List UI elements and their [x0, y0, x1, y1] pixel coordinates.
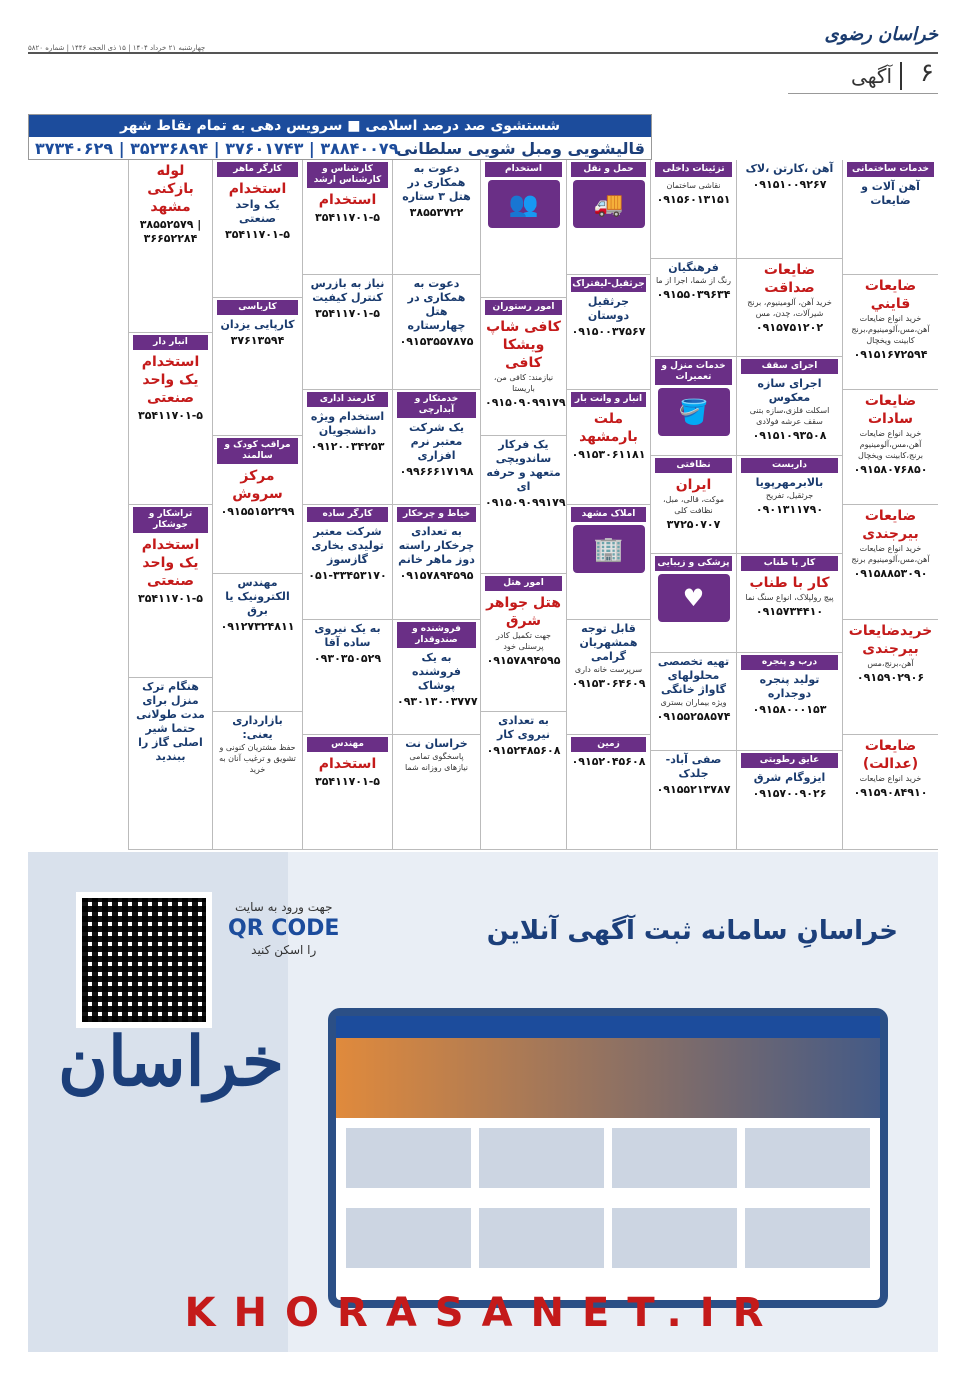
ad-text: آهن،برنج،مس [867, 659, 914, 668]
ad-title: استخدام [318, 192, 377, 208]
classified-ad[interactable] [567, 275, 650, 390]
ad-phone[interactable]: ۰۹۹۶۶۶۱۷۱۹۸ [399, 465, 474, 478]
ad-text: خرید انواع ضایعات آهن،مس،آلومینیوم برنج،کابینت ویخچال [858, 429, 923, 460]
category-tag: کارمند اداری [307, 392, 388, 407]
ad-text: سرپرست خانه داری [574, 665, 643, 674]
ad-subtitle: به یک نیروی ساده آقا [314, 622, 381, 649]
classified-ad[interactable] [213, 574, 302, 712]
ad-phone[interactable]: ۳۵۴۱۱۷۰۱-۵ [315, 775, 380, 788]
ad-text: نیازمند: کافی من، باریستا [493, 373, 554, 393]
classified-ad[interactable] [651, 456, 736, 555]
ad-subtitle: آهن ،کارتن ،لاک [745, 162, 834, 175]
classified-ad[interactable] [737, 751, 842, 850]
classified-ad[interactable] [393, 390, 480, 505]
category-tag: درب و پنجره [741, 655, 838, 670]
category-tag: جرثقیل-لیفتراک [571, 277, 646, 292]
classified-ad[interactable] [303, 620, 392, 735]
ad-text: حفظ مشتریان کنونی و تشویق و ترغیب آنان به خرید [219, 743, 296, 774]
classified-ad[interactable] [393, 275, 480, 390]
section-label: آگهی [851, 64, 892, 88]
classified-ad[interactable] [213, 712, 302, 850]
column-8 [128, 160, 212, 850]
category-tag: فروشنده و صندوقدار [397, 622, 476, 648]
ad-subtitle: به تعدادی نیروی کار [496, 714, 551, 741]
section-heading [788, 58, 938, 94]
category-tag: مراقب کودک و سالمند [217, 438, 298, 464]
ad-phone[interactable]: ۰۹۱۲۷۳۲۴۸۱۱ [220, 620, 295, 633]
ad-phone[interactable]: ۰۹۱۲۰۰۳۴۲۵۳ [310, 440, 385, 453]
page-header [28, 20, 938, 54]
qr-line1: جهت ورود به سایت [234, 900, 333, 914]
classified-ad[interactable] [303, 390, 392, 505]
ad-phone[interactable]: ۰۹۱۵۱۰۹۳۵۰۸ [752, 429, 827, 443]
ad-title: ضایعات سادات [864, 393, 917, 427]
column-2 [650, 160, 736, 850]
classified-ad[interactable] [843, 275, 938, 390]
category-tag: مهندس [307, 737, 388, 752]
ad-text: ویژه بیماران بستری [660, 697, 727, 707]
people-icon: 👥 [488, 180, 560, 228]
ad-subtitle: صفی آباد- جلدک [665, 753, 722, 781]
ad-text: جهت تکمیل کادر پرسنلی خود [496, 631, 551, 651]
classified-ad[interactable] [843, 620, 938, 735]
classified-ad[interactable] [567, 505, 650, 620]
qr-code-icon[interactable] [76, 892, 212, 1028]
category-tag: انبار و وانت بار [571, 392, 646, 407]
ad-phone[interactable]: ۰۹۱۵۵۱۵۲۲۹۹ [220, 505, 295, 518]
classified-ad[interactable] [737, 259, 842, 358]
dateline: چهارشنبه ۲۱ خرداد ۱۴۰۴ | ۱۵ ذی الحجه ۱۴۴۶ | شماره ۵۸۲۰ [28, 44, 206, 52]
ad-phone[interactable]: ۰۹۱۵۶۰۱۳۱۵۱ [656, 193, 731, 206]
classified-ad[interactable] [303, 505, 392, 620]
ad-text: رنگ از شما، اجرا از ما [655, 275, 731, 285]
classified-ad[interactable] [481, 574, 566, 712]
ad-subtitle: فرهنگیان [668, 260, 719, 274]
ad-text: خرید انواع ضایعات آهن،مس،آلومینیوم برنج [851, 544, 930, 564]
ad-title: استخدام یک واحد صنعتی [141, 353, 200, 406]
ad-subtitle: تهیه تخصصی محلولهای گاواژ خانگی [657, 654, 730, 696]
ad-phone[interactable]: ۳۸۵۵۳۷۲۲ [409, 206, 464, 219]
classified-ad[interactable] [481, 436, 566, 574]
category-tag: کارشناس و کارشناس ارشد [307, 162, 388, 188]
category-tag: نظافتی [655, 458, 732, 473]
ad-phone[interactable]: ۰۹۱۵۱۰۰۹۲۶۷ [752, 178, 827, 191]
classified-ad[interactable] [737, 653, 842, 752]
ad-phone[interactable]: ۰۹۱۵۷۰۰۹۰۲۶ [752, 787, 827, 801]
classified-ad[interactable] [393, 505, 480, 620]
ad-phone[interactable]: ۰۹۱۵۰۰۳۷۵۶۷ [571, 325, 646, 338]
ad-title: کافی شاپ ویشکا کافی [486, 319, 561, 371]
classified-ad[interactable] [393, 735, 480, 850]
ad-title: ایران [675, 476, 712, 493]
ad-subtitle: بالابرمهرپویا [755, 475, 824, 489]
category-tag: اجرای سقف [741, 359, 838, 374]
ad-brand: خراسان [58, 1022, 285, 1102]
category-tag: کار با طناب [741, 556, 838, 571]
ad-subtitle: دعوت به همکاری در هتل چهارستاره [407, 277, 466, 332]
ad-subtitle: قابل توجه همشهریان گرامی [579, 622, 638, 663]
ad-text: نقاشی ساختمان [666, 181, 721, 190]
classified-ad[interactable] [303, 735, 392, 850]
ad-phone[interactable]: ۳۷۶۱۳۵۹۴ [230, 334, 285, 347]
ad-text: خرید انواع ضایعات [859, 774, 922, 783]
ad-text: پیچ رولپلاک، انواع سنگ نما [745, 593, 834, 603]
ad-title: خریدضایعات بیرجندی [848, 623, 933, 657]
classified-ad[interactable] [567, 735, 650, 850]
classified-ad[interactable] [567, 390, 650, 505]
ad-subtitle: هنگام ترک منزل برای مدت طولانی حتما شیر اصلی گاز را ببندید [136, 679, 205, 763]
ad-phone[interactable]: ۳۵۴۱۱۷۰۱-۵ [138, 408, 203, 422]
ad-phone[interactable]: ۳۵۴۱۱۷۰۱-۵ [138, 592, 203, 605]
ad-subtitle: تولید پنجره دوجداره [759, 672, 820, 700]
ad-title: لوله بازکنی مشهد [147, 163, 194, 215]
ad-text: جرثقیل، تفریح [765, 490, 814, 500]
ad-subtitle: اجرای سازه معکوس [757, 377, 822, 405]
classified-ad[interactable] [213, 436, 302, 574]
classified-ad[interactable] [843, 390, 938, 505]
ad-title: ملت بارمشهد [579, 411, 638, 445]
ad-text: خرید آهن، آلومینیوم، برنج شیرآلات، چدن، مس [747, 297, 832, 318]
ad-subtitle: بازارداری یعنی: [232, 714, 283, 741]
classified-ad[interactable] [737, 160, 842, 259]
classified-ad[interactable] [303, 160, 392, 275]
ad-title: استخدام یک واحد صنعتی [141, 537, 200, 589]
column-1 [736, 160, 842, 850]
ad-phone[interactable]: ۰۹۱۵۷۳۴۴۱۰ [755, 605, 824, 619]
classified-ad[interactable] [481, 160, 566, 298]
ad-phone[interactable]: ۰۹۱۵۸۰۷۶۸۵۰ [853, 463, 928, 476]
banner-phones: ۳۷۳۴۰۶۲۹ | ۳۵۲۳۶۸۹۴ | ۳۷۶۰۱۷۴۳ | ۳۸۸۴۰۰۷۹ [35, 139, 399, 158]
ad-phone[interactable]: ۰۹۱۵۸۰۰۰۱۵۳ [752, 702, 827, 716]
ad-phone[interactable]: ۰۹۱۵۰۹۰۹۹۱۷۹ [485, 496, 566, 509]
ad-title: کار با طناب [749, 575, 830, 592]
truck-icon: 🚚 [573, 180, 645, 228]
classified-ad[interactable] [843, 735, 938, 850]
ad-title: هتل جواهر شرق [486, 595, 561, 629]
ad-subtitle: دعوت به همکاری در هتل ۳ ستاره [402, 162, 471, 203]
category-tag: کارباسی [217, 300, 298, 315]
classified-ad[interactable] [737, 554, 842, 653]
ad-phone[interactable]: ۳۵۴۱۱۷۰۱-۵ [315, 307, 380, 320]
category-tag: خدمات منزل و تعمیرات [655, 359, 732, 385]
classified-ad[interactable] [303, 275, 392, 390]
classified-ad[interactable] [651, 554, 736, 653]
ad-phone[interactable]: ۰۹۱۵۵۰۳۹۶۳۴ [656, 287, 731, 301]
category-tag: حمل و نقل [571, 162, 646, 177]
ad-subtitle: یک فرکار ساندویچی متعهد و حرفه ای [486, 438, 561, 493]
column-7 [212, 160, 302, 850]
ad-phone[interactable]: ۰۹۳۰۱۳۰۰۳۷۷۷ [397, 695, 478, 708]
classified-ad[interactable] [651, 357, 736, 456]
ad-phone[interactable]: ۰۹۱۵۷۸۹۴۵۹۵ [399, 569, 474, 582]
ad-phone[interactable]: ۰۵۱-۳۳۴۵۳۱۷۰ [308, 569, 387, 582]
category-tag: کارگر ماهر [217, 162, 298, 177]
newspaper-logo: خراسان رضوی [824, 24, 938, 45]
divider [900, 62, 902, 90]
carpet-cleaning-banner [28, 114, 652, 160]
ad-text: پاسخگوی تمامی نیازهای روزانه شما [404, 752, 469, 772]
ad-subtitle: کارپایی یزدان [220, 318, 295, 331]
classified-ad[interactable] [129, 160, 212, 333]
ad-title: ضایعات بیرجندی [862, 508, 919, 542]
classified-ad[interactable] [213, 160, 302, 298]
category-tag: تزئینات داخلی [655, 162, 732, 177]
ad-subtitle: شرکت معتبر تولیدی بخاری گازسوز [311, 525, 384, 566]
category-tag: خدمات ساختمانی [847, 162, 934, 177]
ad-title: ضایعات صداقت [763, 261, 816, 296]
classified-ad[interactable] [567, 160, 650, 275]
bucket-icon: 🪣 [658, 388, 730, 436]
ad-subtitle: نیاز به بازرس کنترل کیفیت [310, 277, 385, 304]
qr-code-label: QR CODE [228, 916, 340, 941]
ad-text: خرید انواع ضایعات آهن،مس،آلومینیوم،برنج کابینت ویخچال [851, 314, 930, 345]
ad-title: استخدام [228, 181, 287, 197]
ad-url[interactable]: KHORASANET.IR [184, 1290, 782, 1336]
ad-subtitle: استخدام ویژه دانشجویان [310, 410, 385, 437]
classified-ad[interactable] [737, 456, 842, 555]
ad-subtitle: مهندس الکترونیک یا برق [225, 576, 290, 617]
classified-ad[interactable] [393, 160, 480, 275]
classified-ad[interactable] [651, 751, 736, 850]
ad-phone[interactable]: ۰۹۱۵۳۰۶۴۶۰۹ [571, 677, 646, 690]
ad-phone[interactable]: ۰۹۱۵۰۹۰۹۹۱۷۹ [485, 396, 566, 409]
column-3 [566, 160, 650, 850]
category-tag: زمین [571, 737, 646, 752]
ad-headline: خراسانِ سامانه ثبت آگهی آنلاین [486, 916, 898, 946]
column-6 [302, 160, 392, 850]
category-tag: تراشکار و جوشکار [133, 507, 208, 533]
category-tag: امور هتل [485, 576, 562, 591]
ad-text: موکت، قالی، مبل، نظافت کلی [662, 494, 725, 515]
column-4 [480, 160, 566, 850]
column-0 [842, 160, 938, 850]
ad-phone[interactable]: ۰۹۱۵۸۸۵۳۰۹۰ [853, 567, 928, 580]
ad-subtitle: به تعدادی چرخکار راسته دوز ماهر خانم [398, 525, 475, 566]
category-tag: کارگر ساده [307, 507, 388, 522]
category-tag: خدمتکار و آبدارچی [397, 392, 476, 418]
qr-line2: را اسکن کنید [251, 943, 317, 957]
building-icon: 🏢 [573, 525, 645, 573]
classified-ad[interactable] [843, 160, 938, 275]
ad-phone[interactable]: ۰۹۱۵۹۰۸۴۹۱۰ [853, 786, 928, 799]
ad-subtitle: ایزوگام شرق [753, 771, 826, 785]
ad-phone[interactable]: ۰۹۱۵۷۸۹۴۵۹۵ [486, 654, 561, 667]
classified-grid [28, 160, 938, 850]
classified-ad[interactable] [651, 160, 736, 259]
laptop-mockup [328, 1008, 888, 1308]
ad-phone[interactable]: ۳۸۵۵۲۵۷۹ | ۳۶۶۵۲۲۸۴ [139, 218, 202, 245]
ad-phone[interactable]: ۰۹۱۵۱۶۷۲۵۹۴ [853, 348, 928, 361]
banner-top: شستشوی صد درصد اسلامی ■ سرویس دهی به تمام نقاط شهر [29, 115, 651, 137]
category-tag: استخدام [485, 162, 562, 177]
classified-ad[interactable] [651, 259, 736, 358]
classified-ad[interactable] [481, 712, 566, 850]
ad-phone[interactable]: ۰۹۱۵۳۰۶۱۱۸۱ [571, 448, 646, 461]
category-tag: داربست [741, 458, 838, 473]
qr-caption [228, 900, 339, 957]
ad-phone[interactable]: ۰۹۰۱۳۱۱۷۹۰ [755, 502, 824, 516]
ad-title: استخدام [318, 756, 377, 772]
ad-phone[interactable]: ۰۹۱۵۳۵۵۷۸۷۵ [399, 335, 474, 348]
page-number: ۶ [920, 58, 934, 88]
ad-phone[interactable]: ۰۹۱۵۷۵۱۲۰۲ [755, 320, 824, 334]
ad-phone[interactable]: ۳۷۲۵۰۷۰۷ [666, 517, 721, 531]
category-tag: امور رستوران [485, 300, 562, 315]
classified-ad[interactable] [567, 620, 650, 735]
classified-ad[interactable] [651, 653, 736, 752]
category-tag: پزشکی و زیبایی [655, 556, 732, 571]
heart-icon: ♥ [658, 574, 730, 622]
banner-brand: قالیشویی ومبل شویی سلطانی [396, 139, 645, 158]
classified-ad[interactable] [737, 357, 842, 456]
ad-subtitle: آهن آلات و ضایعات [861, 180, 920, 207]
ad-text: اسکلت فلزی،سازه بتنی سقف عرشه فولادی [749, 406, 830, 427]
ad-phone[interactable]: ۰۹۱۵۲۰۴۵۶۰۸ [571, 755, 646, 768]
ad-subtitle: خراسان نت [405, 737, 468, 750]
classified-ad[interactable] [393, 620, 480, 735]
ad-phone[interactable]: ۰۹۱۵۲۴۸۵۶۰۸ [486, 744, 561, 757]
column-5 [392, 160, 480, 850]
classified-ad[interactable] [481, 298, 566, 436]
category-tag: عایق رطوبتی [741, 753, 838, 768]
ad-subtitle: به یک فروشنده پوشاک [411, 651, 462, 692]
ad-subtitle: یک واحد صنعتی [235, 198, 280, 225]
ad-phone[interactable]: ۳۵۴۱۱۷۰۱-۵ [315, 211, 380, 224]
classified-ad[interactable] [213, 298, 302, 436]
ad-title: مرکز سروش [232, 468, 283, 502]
ad-phone[interactable]: ۰۹۱۵۹۰۲۹۰۶ [856, 671, 925, 684]
ad-subtitle: جرثقیل دوستان [587, 295, 630, 322]
ad-phone[interactable]: ۰۹۱۵۵۲۵۸۵۷۴ [656, 709, 731, 723]
ad-phone[interactable]: ۳۵۴۱۱۷۰۱-۵ [225, 228, 290, 241]
ad-phone[interactable]: ۰۹۳۰۳۵۰۵۲۹ [313, 652, 382, 665]
ad-subtitle: یک شرکت معتبر نرم افزاری [409, 421, 464, 462]
ad-title: ضایعات قایني [864, 278, 917, 312]
classified-ad[interactable] [843, 505, 938, 620]
category-tag: املاک مشهد [571, 507, 646, 522]
category-tag: انبار دار [133, 335, 208, 350]
ad-phone[interactable]: ۰۹۱۵۵۲۱۳۷۸۷ [656, 783, 731, 797]
category-tag: خیاط و چرخکار [397, 507, 476, 522]
ad-title: ضایعات (عدالت) [862, 738, 919, 772]
classified-ad[interactable] [129, 678, 212, 851]
classified-ad[interactable] [129, 505, 212, 678]
khorasanet-advert[interactable] [28, 852, 938, 1352]
classified-ad[interactable] [129, 333, 212, 506]
